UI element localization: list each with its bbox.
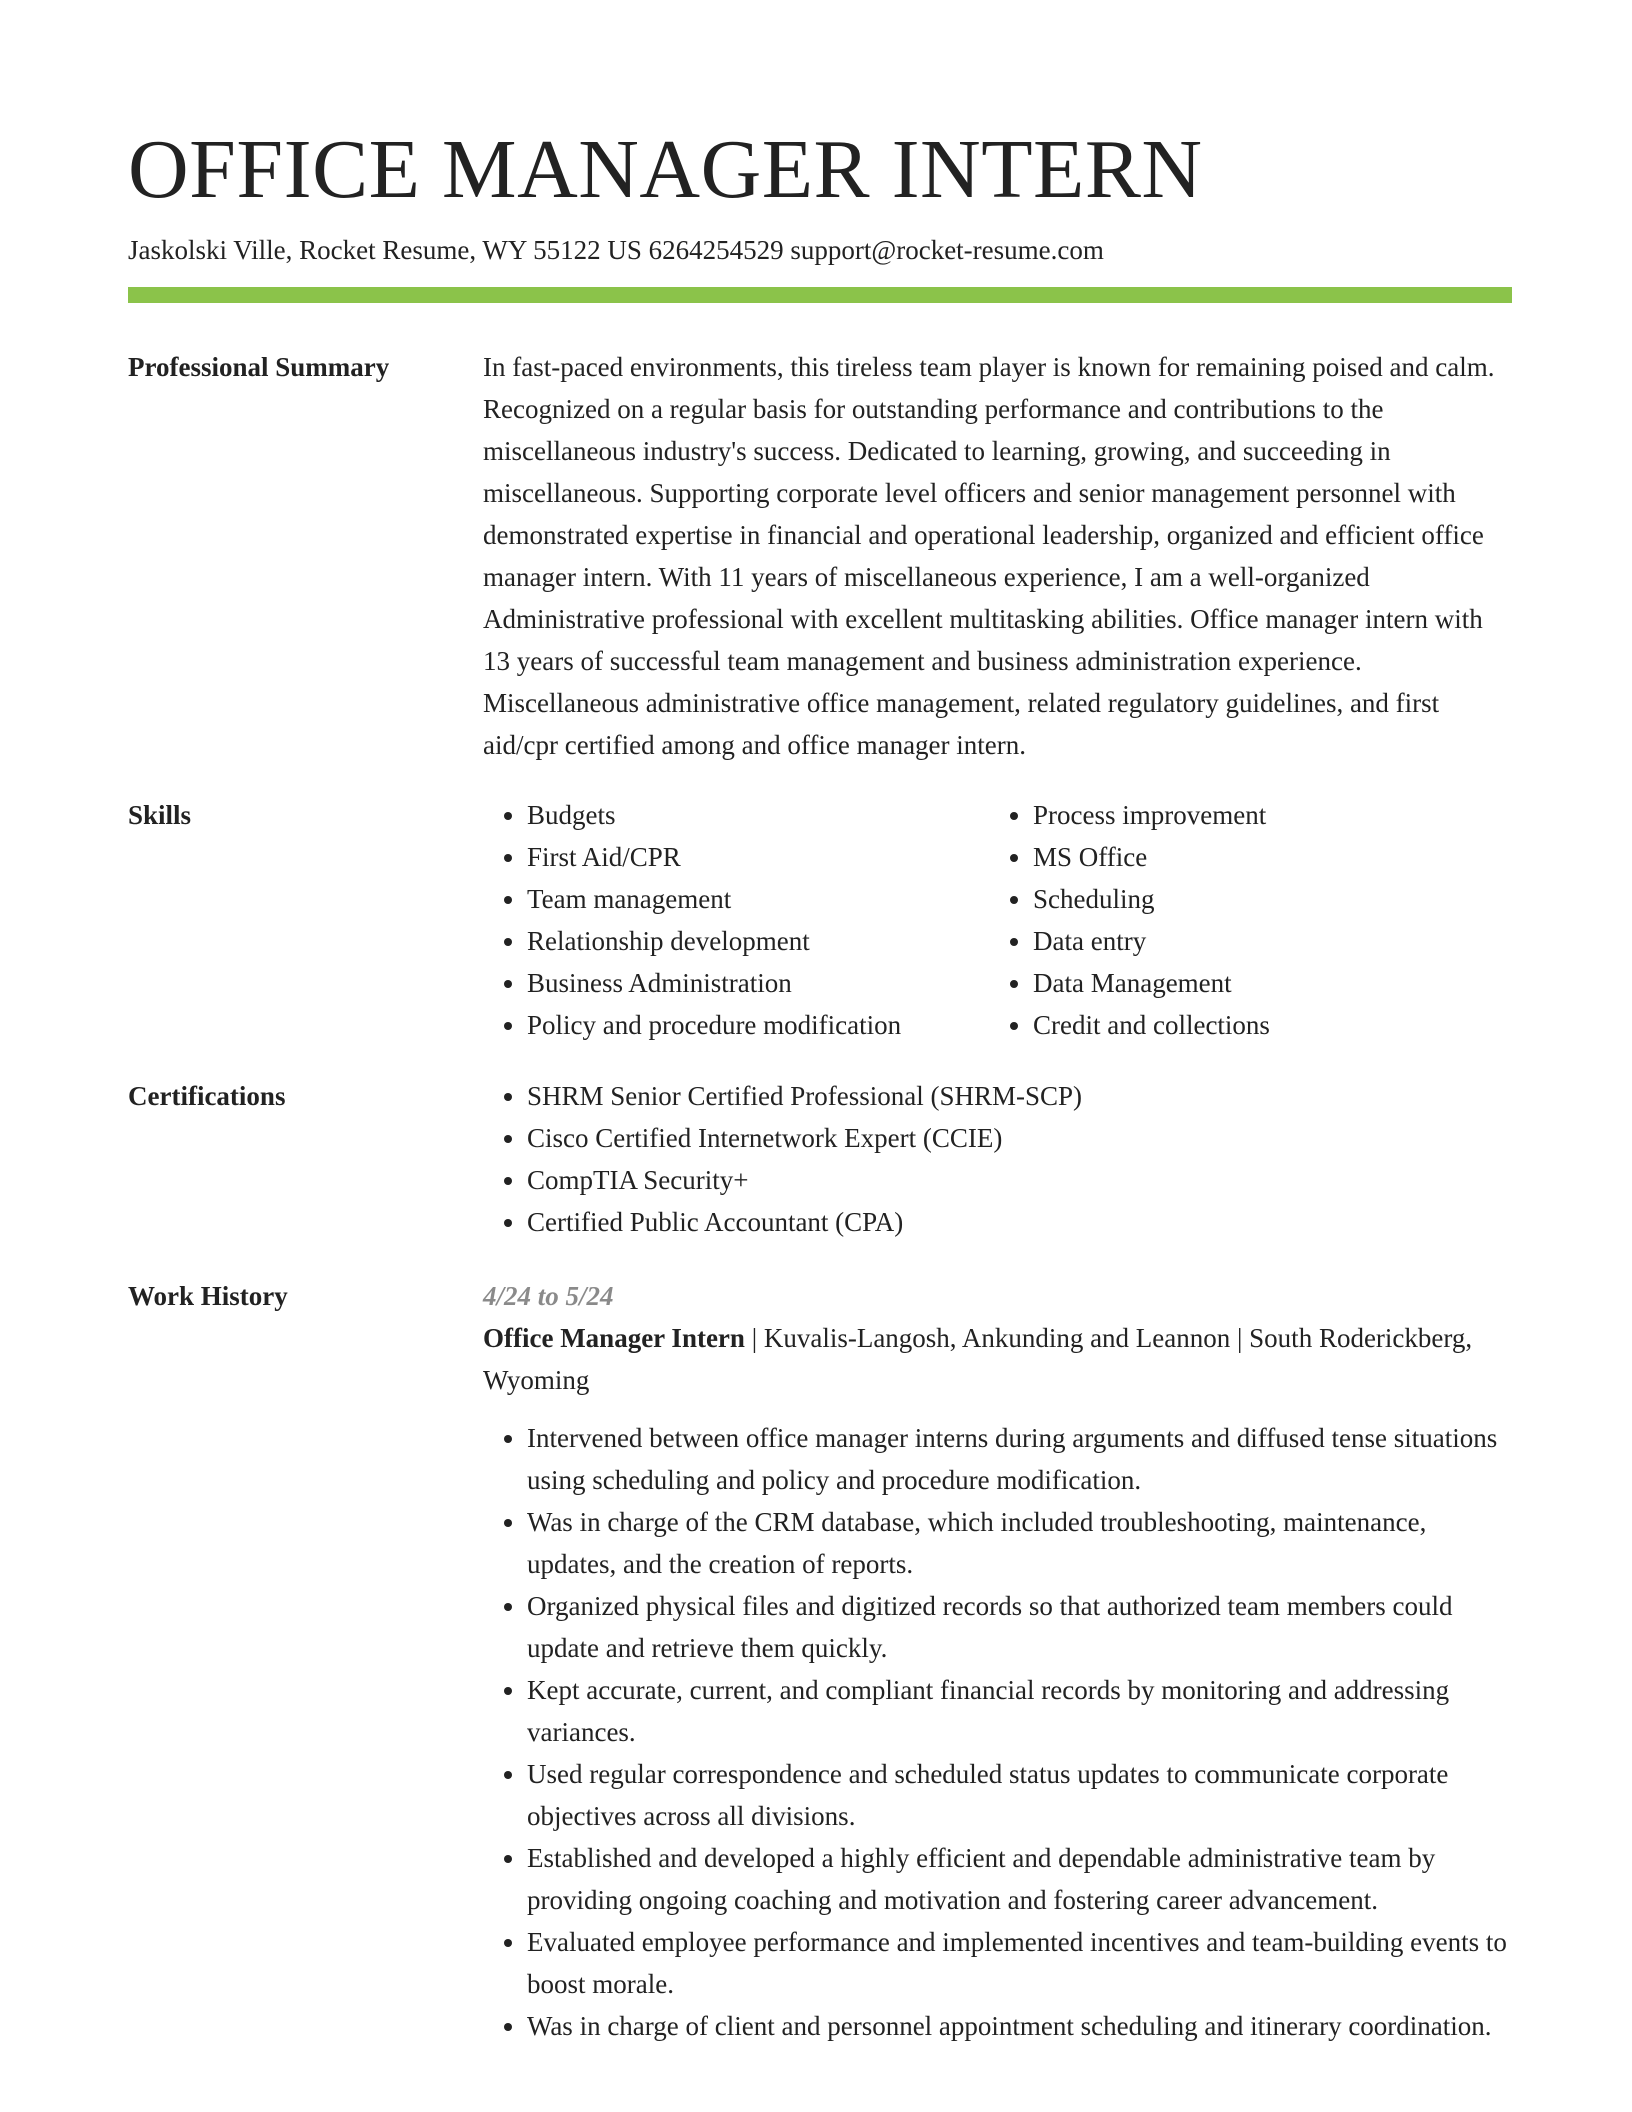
skill-item: • Data Management: [1033, 962, 1533, 1004]
skills-list-right: [989, 794, 1533, 1046]
job-title: Office Manager Intern: [483, 1323, 745, 1353]
skill-item: • Policy and procedure modification: [527, 1004, 989, 1046]
certifications-body: [483, 1075, 1512, 1243]
header-divider: [128, 287, 1512, 303]
summary-body: [483, 346, 1512, 766]
responsibility-item: • Evaluated employee performance and implemented incentives and team-building events to boost morale.: [527, 1921, 1512, 2005]
job-heading: [483, 1317, 1512, 1401]
job-dates: 4/24 to 5/24: [483, 1281, 614, 1311]
skill-item: • First Aid/CPR: [527, 836, 989, 878]
responsibility-item: • Kept accurate, current, and compliant financial records by monitoring and addressing variances.: [527, 1669, 1512, 1753]
skills-heading: Skills: [128, 800, 192, 830]
job-employer-location: | Kuvalis-Langosh, Ankunding and Leannon | South Roderickberg, Wyoming: [483, 1323, 1473, 1395]
skill-item: • Data entry: [1033, 920, 1533, 962]
responsibility-item: • Was in charge of the CRM database, which included troubleshooting, maintenance, updates, and the creation of reports.: [527, 1501, 1512, 1585]
certification-item: • Certified Public Accountant (CPA): [527, 1201, 1512, 1243]
responsibility-item: • Established and developed a highly efficient and dependable administrative team by providing ongoing coaching and motivation and fostering career advancement.: [527, 1837, 1512, 1921]
skill-item: • Team management: [527, 878, 989, 920]
skill-item: • Scheduling: [1033, 878, 1533, 920]
responsibility-item: • Was in charge of client and personnel appointment scheduling and itinerary coordination.: [527, 2005, 1512, 2047]
summary-text: In fast-paced environments, this tireless team player is known for remaining poised and calm. Recognized on a regular basis for outstanding performance and contributions to the miscellaneous industry's success. Dedicated to learning, growing, and succeeding in miscellaneous. Supporting corporate level officers and senior management personnel with demonstrated expertise in financial and operational leadership, organized and efficient office manager intern. With 11 years of miscellaneous experience, I am a well-organized Administrative professional with excellent multitasking abilities. Office manager intern with 13 years of successful team management and business administration experience. Miscellaneous administrative office management, related regulatory guidelines, and first aid/cpr certified among and office manager intern.: [483, 352, 1495, 760]
certifications-heading: Certifications: [128, 1081, 286, 1111]
certification-item: • CompTIA Security+: [527, 1159, 1512, 1201]
certification-item: • SHRM Senior Certified Professional (SHRM-SCP): [527, 1075, 1512, 1117]
responsibility-item: • Used regular correspondence and scheduled status updates to communicate corporate objectives across all divisions.: [527, 1753, 1512, 1837]
skill-item: • Business Administration: [527, 962, 989, 1004]
responsibility-item: • Organized physical files and digitized records so that authorized team members could update and retrieve them quickly.: [527, 1585, 1512, 1669]
summary-heading: Professional Summary: [128, 352, 390, 382]
job-responsibilities: [483, 1417, 1512, 2047]
skill-item: • Budgets: [527, 794, 989, 836]
candidate-name: OFFICE MANAGER INTERN: [128, 123, 1203, 216]
job-entry: [483, 1275, 1512, 2047]
responsibility-item: • Intervened between office manager interns during arguments and diffused tense situations using scheduling and policy and procedure modification.: [527, 1417, 1512, 1501]
certification-item: • Cisco Certified Internetwork Expert (CCIE): [527, 1117, 1512, 1159]
skills-columns: [483, 794, 1512, 1046]
work-history-heading: Work History: [128, 1281, 288, 1311]
skill-item: • Process improvement: [1033, 794, 1533, 836]
contact-line: Jaskolski Ville, Rocket Resume, WY 55122 US 6264254529 support@rocket-resume.com: [128, 235, 1104, 265]
skill-item: • Credit and collections: [1033, 1004, 1533, 1046]
skill-item: • MS Office: [1033, 836, 1533, 878]
skill-item: • Relationship development: [527, 920, 989, 962]
skills-list-left: [483, 794, 989, 1046]
certifications-list: [483, 1075, 1512, 1243]
skills-body: [483, 794, 1512, 1046]
